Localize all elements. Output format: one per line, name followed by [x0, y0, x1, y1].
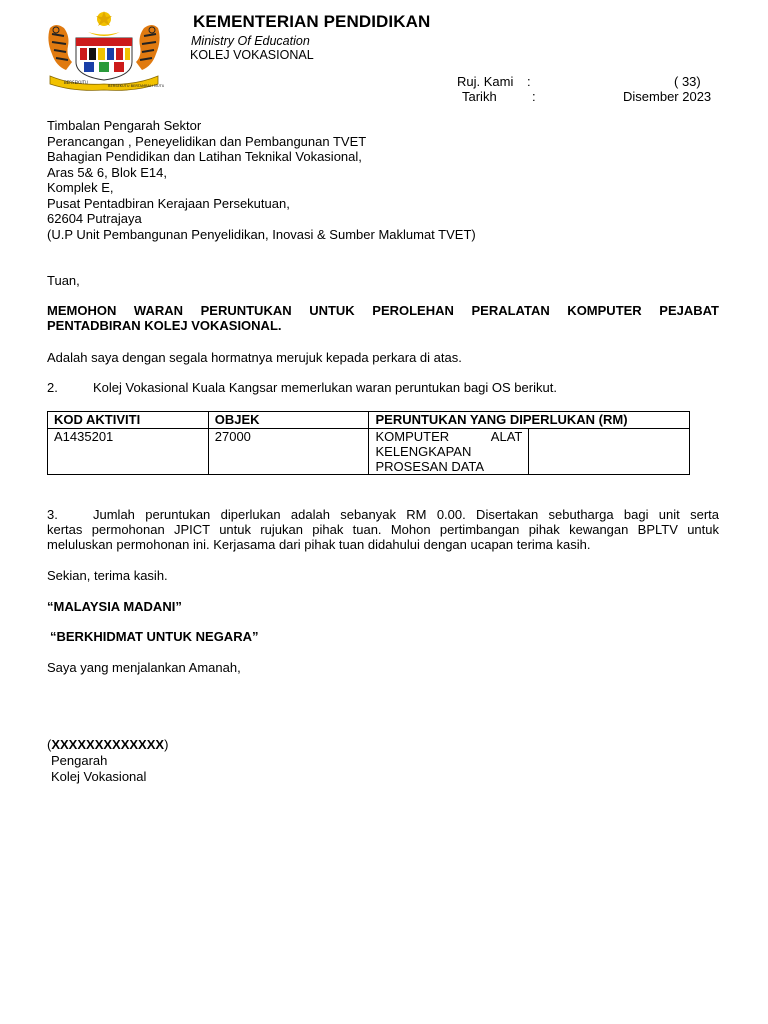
crest-scroll-text-right: BERSEKUTU BERTAMBAH MUTU	[108, 84, 164, 88]
signatory-name	[47, 737, 168, 753]
slogan-berkhidmat: “BERKHIDMAT UNTUK NEGARA”	[50, 629, 259, 644]
ministry-subtitle: Ministry Of Education	[191, 34, 310, 48]
cell-description	[369, 429, 529, 475]
paragraph-2-text: Kolej Vokasional Kuala Kangsar memerlukan waran peruntukan bagi OS berikut.	[93, 380, 557, 395]
signatory-organization: Kolej Vokasional	[51, 769, 147, 784]
address-line: Aras 5& 6, Blok E14,	[47, 164, 167, 180]
subject-line-1: MEMOHON WARAN PERUNTUKAN UNTUK PEROLEHAN PERALATAN KOMPUTER PEJABAT	[47, 303, 719, 318]
ref-separator: :	[527, 74, 531, 89]
recipient-address	[47, 118, 476, 242]
address-line: Perancangan , Peneyelidikan dan Pembangunan TVET	[47, 133, 367, 149]
address-line: Bahagian Pendidikan dan Latihan Teknikal Vokasional,	[47, 149, 362, 164]
table-header-kod: KOD AKTIVITI	[48, 412, 209, 429]
ref-label: Ruj. Kami	[457, 74, 514, 89]
date-separator: :	[532, 89, 536, 104]
subject-line-2: PENTADBIRAN KOLEJ VOKASIONAL.	[47, 318, 282, 333]
paragraph-3-line-2: kertas permohonan JPICT untuk rujukan pihak tuan. Mohon pertimbangan pihak kewangan BPLTV untuk	[47, 522, 719, 537]
signatory-position: Pengarah	[51, 753, 108, 768]
ministry-title: KEMENTERIAN PENDIDIKAN	[193, 12, 431, 31]
name-close-paren: )	[164, 737, 169, 752]
cell-amount	[529, 429, 690, 475]
address-line: Timbalan Pengarah Sektor	[47, 118, 202, 133]
trust-line: Saya yang menjalankan Amanah,	[47, 660, 241, 675]
crest-star	[96, 11, 112, 26]
address-line: Komplek E,	[47, 180, 114, 195]
table-header-peruntukan: PERUNTUKAN YANG DIPERLUKAN (RM)	[369, 412, 690, 429]
paragraph-1: Adalah saya dengan segala hormatnya merujuk kepada perkara di atas.	[47, 350, 462, 365]
table-row	[48, 429, 690, 475]
paragraph-3-number: 3.	[47, 507, 58, 522]
desc-line-2: KELENGKAPAN	[375, 444, 472, 459]
paragraph-3-line-1: Jumlah peruntukan diperlukan adalah sebanyak RM 0.00. Disertakan sebutharga bagi unit serta	[93, 507, 719, 522]
crest-tiger-left	[48, 25, 72, 70]
coat-of-arms-icon	[44, 10, 164, 92]
desc-line-1	[375, 429, 522, 444]
name-text: XXXXXXXXXXXXX	[51, 737, 165, 752]
paragraph-3-line-3: meluluskan permohonan ini. Kerjasama dari pihak tuan didahului dengan ucapan terima kasih.	[47, 537, 591, 552]
salutation: Tuan,	[47, 273, 80, 288]
ref-value: ( 33)	[674, 74, 701, 89]
date-label: Tarikh	[462, 89, 497, 104]
address-line: Pusat Pentadbiran Kerajaan Persekutuan,	[47, 195, 290, 211]
name-open-paren: (	[47, 737, 52, 752]
address-line: 62604 Putrajaya	[47, 211, 142, 226]
cell-kod-aktiviti: A1435201	[48, 429, 209, 475]
desc-line-3: PROSESAN DATA	[375, 459, 485, 474]
cell-objek: 27000	[208, 429, 369, 475]
desc-word-2: ALAT	[490, 429, 523, 444]
address-line: (U.P Unit Pembangunan Penyelidikan, Inovasi & Sumber Maklumat TVET)	[47, 226, 476, 242]
allocation-table	[47, 411, 690, 475]
crest-shield	[76, 38, 132, 80]
institution-name: KOLEJ VOKASIONAL	[190, 48, 314, 62]
paragraph-2-number: 2.	[47, 380, 58, 395]
slogan-malaysia-madani: “MALAYSIA MADANI”	[47, 599, 182, 614]
closing-text: Sekian, terima kasih.	[47, 568, 168, 583]
crest-scroll-text-left: BERSEKUTU	[64, 80, 88, 85]
table-header-row	[48, 412, 690, 429]
desc-word-1: KOMPUTER	[375, 429, 450, 444]
table-header-objek: OBJEK	[208, 412, 369, 429]
crest-tiger-right	[136, 25, 160, 70]
date-value: Disember 2023	[623, 89, 712, 104]
